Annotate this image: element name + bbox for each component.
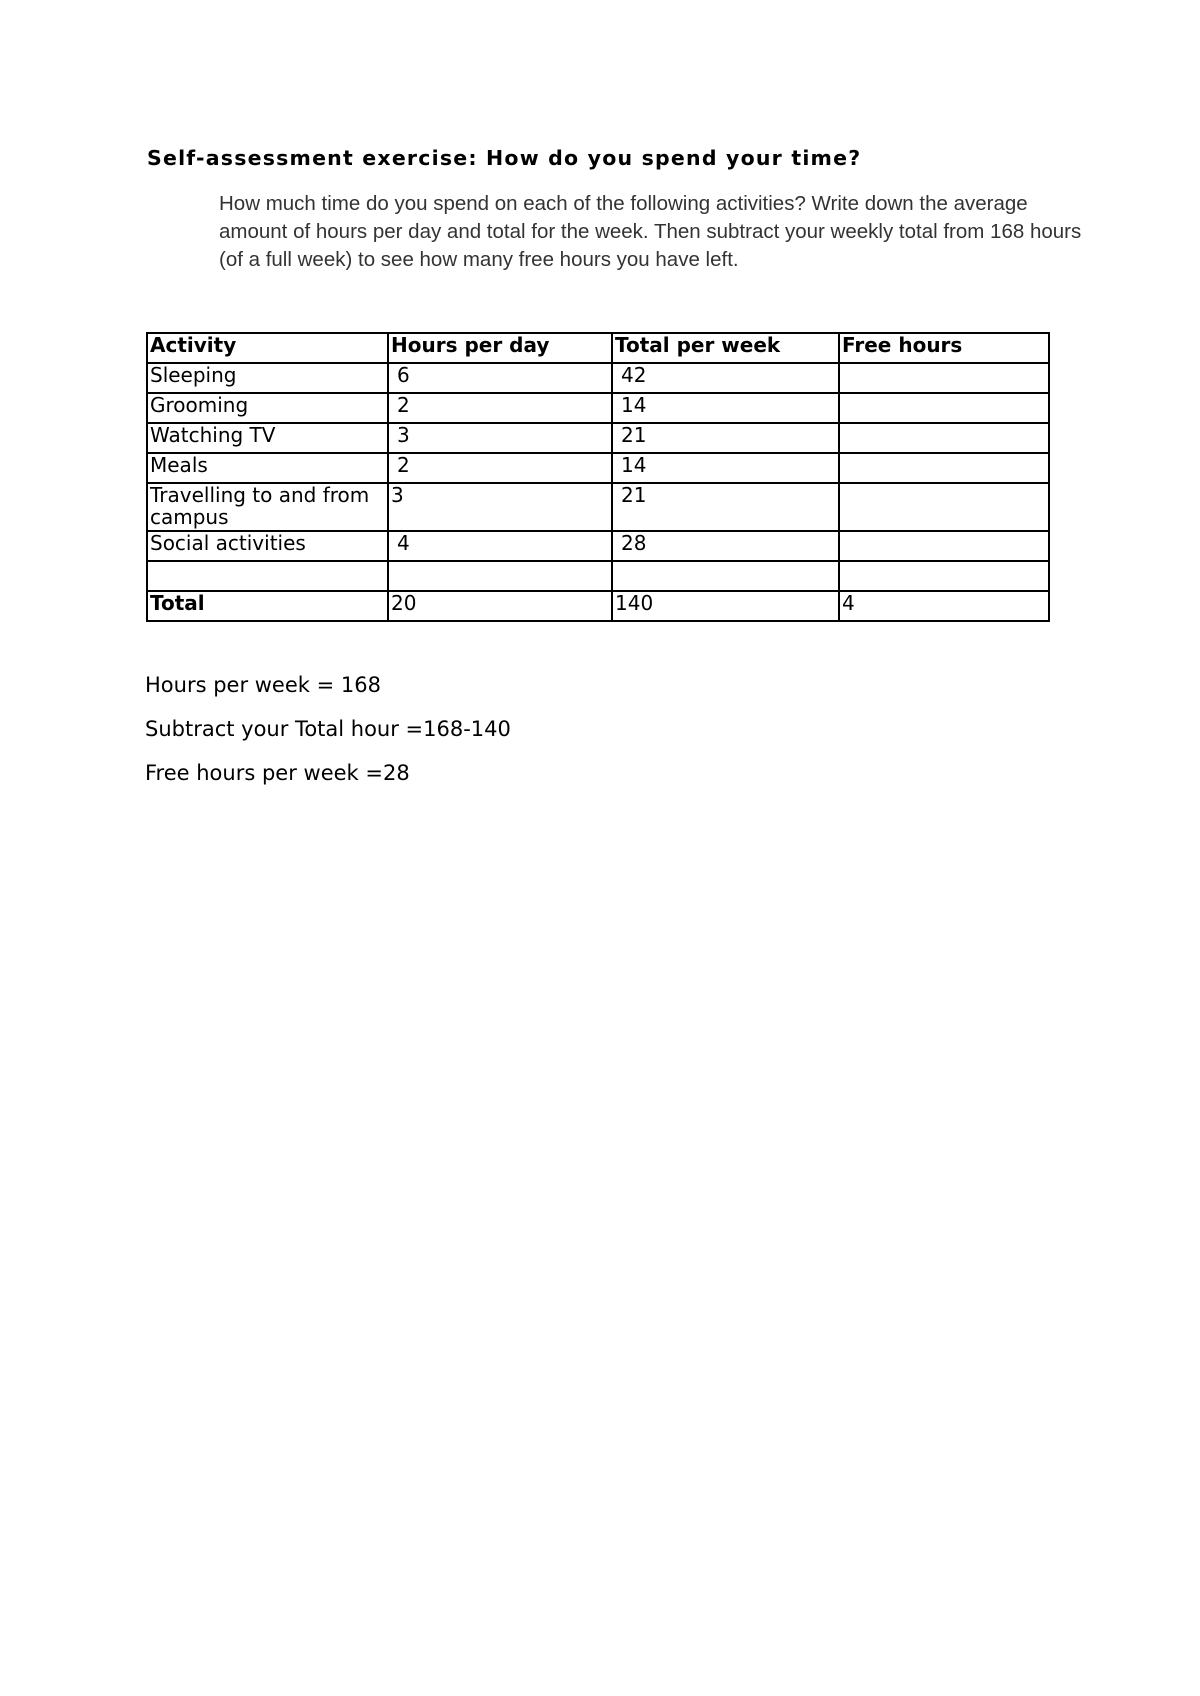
cell-hours-per-day: 3 [388,483,612,531]
cell-free-hours [839,363,1049,393]
cell-free-hours [839,453,1049,483]
cell-hours-per-day: 6 [388,363,612,393]
time-table [146,332,1050,622]
total-per-week: 140 [612,591,839,621]
cell-total-per-week: 21 [612,483,839,531]
cell-total-per-week: 21 [612,423,839,453]
cell-activity: Grooming [147,393,388,423]
cell-hours-per-day: 2 [388,453,612,483]
cell-hours-per-day: 3 [388,423,612,453]
header-free-hours: Free hours [839,333,1049,363]
cell-total-per-week: 42 [612,363,839,393]
total-hours-per-day: 20 [388,591,612,621]
cell-activity: Meals [147,453,388,483]
cell-free-hours [839,423,1049,453]
cell-total-per-week: 14 [612,393,839,423]
cell-total-per-week [612,561,839,591]
total-label: Total [147,591,388,621]
cell-activity: Watching TV [147,423,388,453]
table-row [147,483,1049,531]
header-total-per-week: Total per week [612,333,839,363]
cell-total-per-week: 28 [612,531,839,561]
cell-free-hours [839,561,1049,591]
cell-activity: Travelling to and from campus [147,483,388,531]
cell-activity [147,561,388,591]
cell-total-per-week: 14 [612,453,839,483]
cell-hours-per-day: 2 [388,393,612,423]
document-title: Self-assessment exercise: How do you spend your time? [147,146,862,170]
cell-activity: Sleeping [147,363,388,393]
table-row [147,363,1049,393]
total-free-hours: 4 [839,591,1049,621]
table-row [147,531,1049,561]
header-activity: Activity [147,333,388,363]
instructions-paragraph: How much time do you spend on each of the following activities? Write down the average amount of hours per day and total for the week. Then subtract your weekly total from 168 hours (of a full week) to see how many free hours you have left. [219,192,1082,271]
table-total-row [147,591,1049,621]
header-hours-per-day: Hours per day [388,333,612,363]
cell-activity: Social activities [147,531,388,561]
table-row-empty [147,561,1049,591]
cell-free-hours [839,393,1049,423]
table-header-row [147,333,1049,363]
cell-free-hours [839,483,1049,531]
subtract-line: Subtract your Total hour =168-140 [145,717,511,741]
table-row [147,453,1049,483]
cell-hours-per-day [388,561,612,591]
table-row [147,423,1049,453]
cell-hours-per-day: 4 [388,531,612,561]
hours-per-week-line: Hours per week = 168 [145,673,381,697]
table-row [147,393,1049,423]
cell-free-hours [839,531,1049,561]
free-hours-line: Free hours per week =28 [145,761,410,785]
